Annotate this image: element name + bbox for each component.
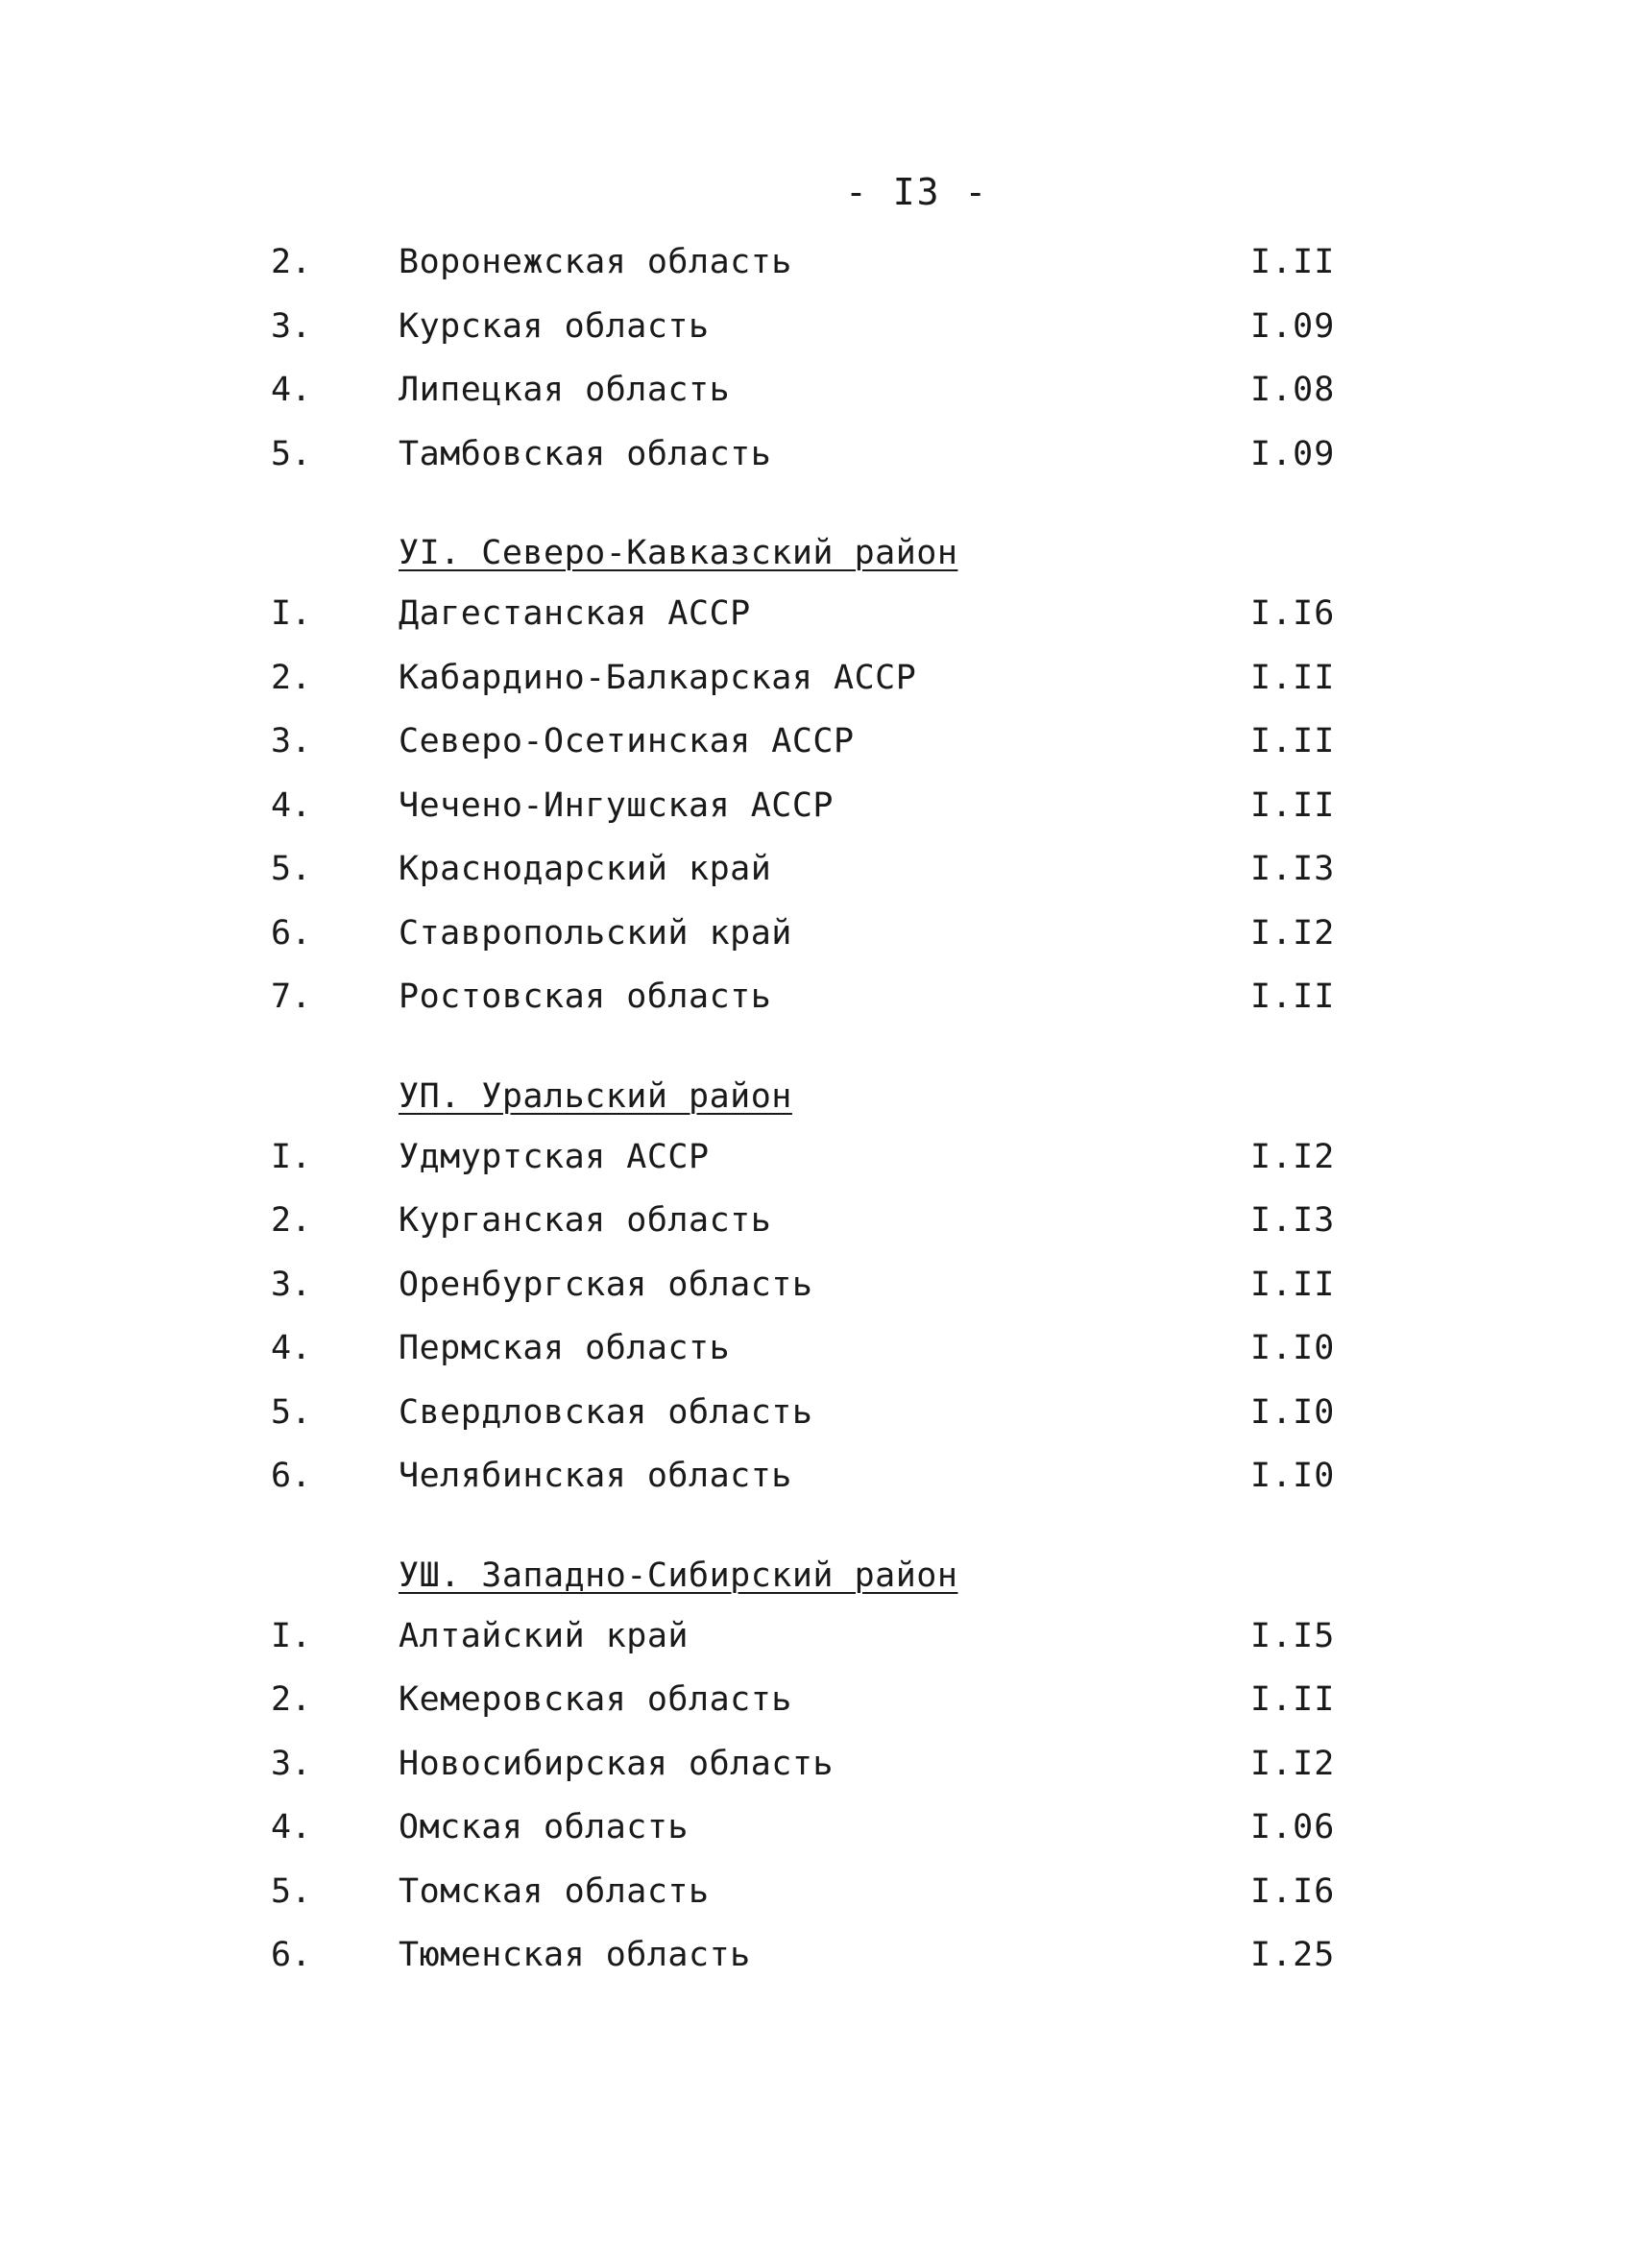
coefficient-value: I.I3 (1250, 850, 1336, 888)
list-item (259, 1253, 1354, 1317)
item-number: 4. (271, 371, 312, 409)
region-name: Омская область (399, 1808, 690, 1846)
list-item (259, 646, 1354, 711)
list-item (259, 1732, 1354, 1797)
section-heading (259, 1029, 1354, 1125)
region-coefficient-list (259, 230, 1354, 1988)
region-name: Алтайский край (399, 1616, 690, 1655)
item-number: 3. (271, 1265, 312, 1304)
item-number: 5. (271, 434, 312, 473)
coefficient-value: I.I2 (1250, 913, 1336, 953)
item-number: 3. (271, 306, 312, 346)
list-item (259, 1668, 1354, 1732)
coefficient-value: I.II (1250, 977, 1336, 1016)
item-number: 2. (271, 658, 312, 697)
list-item (259, 902, 1354, 966)
list-item (259, 1796, 1354, 1860)
list-item (259, 837, 1354, 902)
coefficient-value: I.06 (1250, 1808, 1336, 1846)
region-name: Ростовская область (399, 977, 772, 1016)
coefficient-value: I.08 (1250, 371, 1336, 409)
region-group (259, 1508, 1354, 1988)
section-heading-text: УI. Северо-Кавказский район (399, 534, 958, 572)
region-name: Северо-Осетинская АССР (399, 722, 855, 760)
coefficient-value: I.II (1250, 658, 1336, 697)
coefficient-value: I.I3 (1250, 1201, 1336, 1240)
list-item (259, 230, 1354, 295)
region-name: Липецкая область (399, 371, 731, 409)
list-item (259, 710, 1354, 774)
item-number: 4. (271, 785, 312, 825)
list-item (259, 965, 1354, 1029)
region-group (259, 1029, 1354, 1508)
list-item (259, 358, 1354, 422)
item-number: 7. (271, 977, 312, 1016)
list-item (259, 1604, 1354, 1669)
list-item (259, 1381, 1354, 1445)
list-item (259, 1189, 1354, 1253)
item-number: I. (271, 1616, 312, 1655)
region-name: Кемеровская область (399, 1680, 792, 1719)
item-number: 6. (271, 913, 312, 953)
item-number: 3. (271, 1744, 312, 1783)
item-number: 4. (271, 1329, 312, 1367)
coefficient-value: I.09 (1250, 434, 1336, 473)
list-item (259, 1923, 1354, 1988)
item-number: I. (271, 1137, 312, 1176)
region-name: Челябинская область (399, 1457, 792, 1495)
region-name: Ставропольский край (399, 913, 792, 953)
list-item (259, 1860, 1354, 1924)
region-group (259, 486, 1354, 1029)
item-number: 3. (271, 722, 312, 760)
item-number: 5. (271, 1392, 312, 1432)
list-item (259, 582, 1354, 646)
coefficient-value: I.I0 (1250, 1457, 1336, 1495)
coefficient-value: I.II (1250, 722, 1336, 760)
coefficient-value: I.I6 (1250, 594, 1336, 633)
region-group (259, 230, 1354, 486)
coefficient-value: I.I2 (1250, 1137, 1336, 1176)
coefficient-value: I.I5 (1250, 1616, 1336, 1655)
coefficient-value: I.I0 (1250, 1329, 1336, 1367)
region-name: Тюменская область (399, 1936, 751, 1974)
coefficient-value: I.II (1250, 243, 1336, 281)
region-name: Пермская область (399, 1329, 731, 1367)
region-name: Удмуртская АССР (399, 1137, 710, 1176)
item-number: I. (271, 594, 312, 633)
list-item (259, 1444, 1354, 1508)
item-number: 5. (271, 850, 312, 888)
section-heading-text: УП. Уральский район (399, 1076, 792, 1116)
coefficient-value: I.I6 (1250, 1871, 1336, 1911)
item-number: 2. (271, 1201, 312, 1240)
section-heading (259, 1508, 1354, 1604)
coefficient-value: I.I0 (1250, 1392, 1336, 1432)
coefficient-value: I.I2 (1250, 1744, 1336, 1783)
list-item (259, 422, 1354, 487)
list-item (259, 1125, 1354, 1190)
region-name: Курганская область (399, 1201, 772, 1240)
section-heading-text: УШ. Западно-Сибирский район (399, 1556, 958, 1595)
item-number: 2. (271, 243, 312, 281)
coefficient-value: I.II (1250, 785, 1336, 825)
item-number: 5. (271, 1871, 312, 1911)
coefficient-value: I.09 (1250, 306, 1336, 346)
item-number: 4. (271, 1808, 312, 1846)
list-item (259, 295, 1354, 359)
page-number: - I3 - (845, 171, 989, 213)
list-item (259, 1316, 1354, 1381)
region-name: Воронежская область (399, 243, 792, 281)
item-number: 6. (271, 1936, 312, 1974)
region-name: Кабардино-Балкарская АССР (399, 658, 917, 697)
region-name: Томская область (399, 1871, 710, 1911)
region-name: Курская область (399, 306, 710, 346)
region-name: Дагестанская АССР (399, 594, 751, 633)
coefficient-value: I.II (1250, 1265, 1336, 1304)
region-name: Чечено-Ингушская АССР (399, 785, 835, 825)
region-name: Краснодарский край (399, 850, 772, 888)
region-name: Свердловская область (399, 1392, 813, 1432)
coefficient-value: I.II (1250, 1680, 1336, 1719)
list-item (259, 774, 1354, 838)
region-name: Оренбургская область (399, 1265, 813, 1304)
item-number: 2. (271, 1680, 312, 1719)
region-name: Тамбовская область (399, 434, 772, 473)
section-heading (259, 486, 1354, 582)
item-number: 6. (271, 1457, 312, 1495)
region-name: Новосибирская область (399, 1744, 835, 1783)
coefficient-value: I.25 (1250, 1936, 1336, 1974)
